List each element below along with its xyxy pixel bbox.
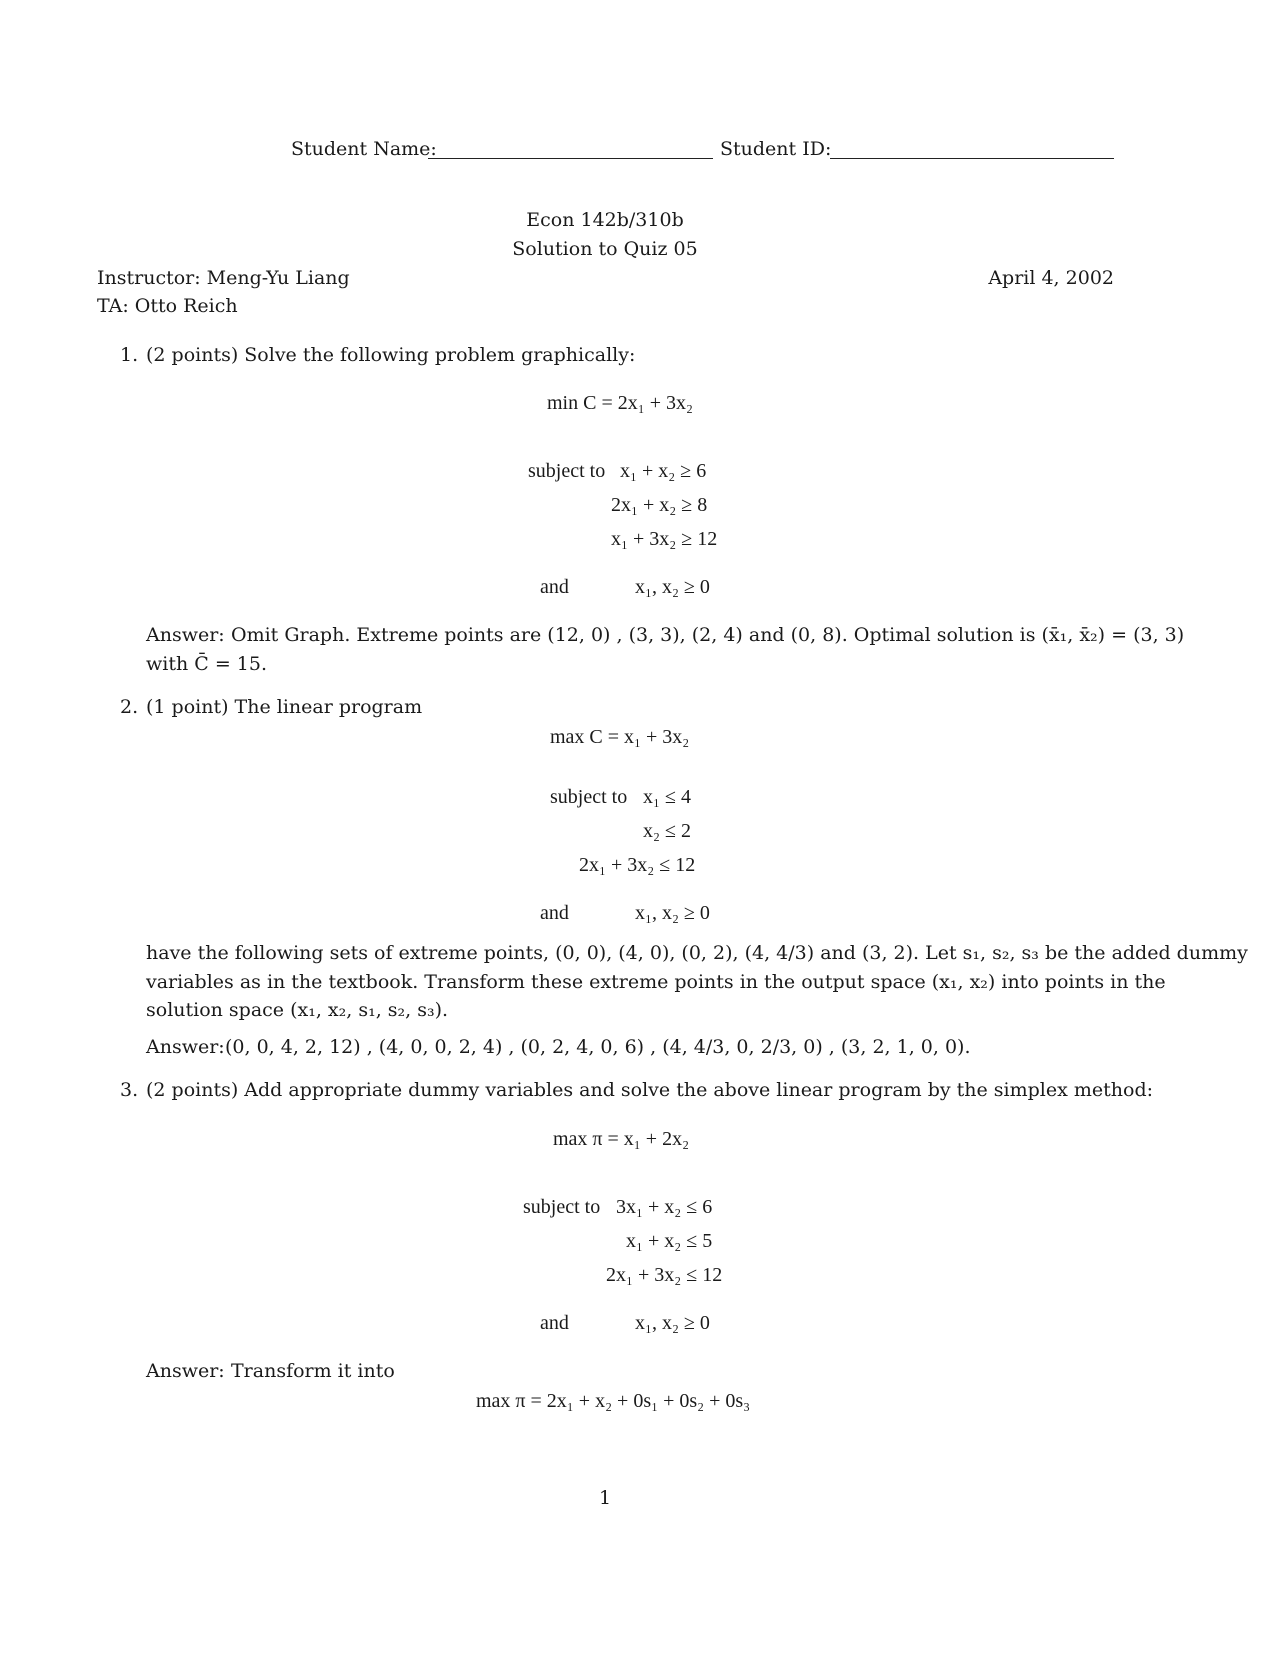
q2-nonneg: x₁, x₂ ≥ 0 xyxy=(635,902,710,924)
q1-objective: min C = 2x₁ + 3x₂ xyxy=(547,392,693,414)
q2-constraint-2: x₂ ≤ 2 xyxy=(643,820,691,842)
q1-constraint-1: x₁ + x₂ ≥ 6 xyxy=(620,460,707,482)
instructor-line: Instructor: Meng-Yu Liang xyxy=(97,267,350,289)
q3-number: 3. xyxy=(120,1079,139,1101)
q1-answer-cont: with C̄ = 15. xyxy=(146,653,268,675)
q3-intro: (2 points) Add appropriate dummy variables and solve the above linear program by the simplex method: xyxy=(146,1079,1154,1101)
student-id-label: Student ID: xyxy=(720,138,832,160)
page-number: 1 xyxy=(598,1487,612,1509)
q1-answer-text: Omit Graph. Extreme points are (12, 0) , (3, 3), (2, 4) and (0, 8). Optimal solution is (x̄₁, x̄₂) = (3, 3) xyxy=(231,624,1185,646)
q1-constraint-3: x₁ + 3x₂ ≥ 12 xyxy=(611,528,718,550)
q3-answer-label: Answer: xyxy=(146,1360,225,1382)
q2-objective: max C = x₁ + 3x₂ xyxy=(550,726,690,748)
q2-paragraph-line-3: solution space (x₁, x₂, s₁, s₂, s₃). xyxy=(146,999,449,1021)
q2-and: and xyxy=(540,902,569,924)
q3-and: and xyxy=(540,1312,569,1334)
q1-and: and xyxy=(540,576,569,598)
q3-constraint-1: 3x₁ + x₂ ≤ 6 xyxy=(616,1196,713,1218)
q3-nonneg: x₁, x₂ ≥ 0 xyxy=(635,1312,710,1334)
q1-answer-label: Answer: xyxy=(146,624,225,646)
q3-constraint-2: x₁ + x₂ ≤ 5 xyxy=(626,1230,713,1252)
document-date: April 4, 2002 xyxy=(988,267,1114,289)
q2-constraint-3: 2x₁ + 3x₂ ≤ 12 xyxy=(579,854,696,876)
course-title: Econ 142b/310b xyxy=(526,209,684,231)
student-name-label: Student Name: xyxy=(291,138,437,160)
document-subtitle: Solution to Quiz 05 xyxy=(512,238,698,260)
q1-subject-to: subject to xyxy=(528,460,606,482)
q2-number: 2. xyxy=(120,696,139,718)
q1-constraint-2: 2x₁ + x₂ ≥ 8 xyxy=(611,494,708,516)
q3-constraint-3: 2x₁ + 3x₂ ≤ 12 xyxy=(606,1264,723,1286)
student-name-line xyxy=(428,158,713,159)
q2-intro: (1 point) The linear program xyxy=(146,696,423,718)
q2-answer-text: (0, 0, 4, 2, 12) , (4, 0, 0, 2, 4) , (0, 2, 4, 0, 6) , (4, 4/3, 0, 2/3, 0) , (3, 2, 1, 0, 0). xyxy=(225,1036,971,1058)
q3-transformed-objective: max π = 2x₁ + x₂ + 0s₁ + 0s₂ + 0s₃ xyxy=(476,1390,751,1412)
q3-subject-to: subject to xyxy=(523,1196,601,1218)
q3-objective: max π = x₁ + 2x₂ xyxy=(553,1128,690,1150)
q3-answer-text: Transform it into xyxy=(231,1360,395,1382)
ta-line: TA: Otto Reich xyxy=(97,295,238,317)
q2-paragraph-line-2: variables as in the textbook. Transform these extreme points in the output space (x₁, x₂) into points in the xyxy=(146,971,1166,993)
q2-subject-to: subject to xyxy=(550,786,628,808)
q1-nonneg: x₁, x₂ ≥ 0 xyxy=(635,576,710,598)
q1-number: 1. xyxy=(120,344,139,366)
q2-paragraph-line-1: have the following sets of extreme points, (0, 0), (4, 0), (0, 2), (4, 4/3) and (3, 2). Let s₁, s₂, s₃ be the added dummy xyxy=(146,942,1248,964)
student-id-line xyxy=(830,158,1114,159)
q2-answer-label: Answer: xyxy=(146,1036,225,1058)
q1-intro: (2 points) Solve the following problem graphically: xyxy=(146,344,636,366)
q2-constraint-1: x₁ ≤ 4 xyxy=(643,786,691,808)
